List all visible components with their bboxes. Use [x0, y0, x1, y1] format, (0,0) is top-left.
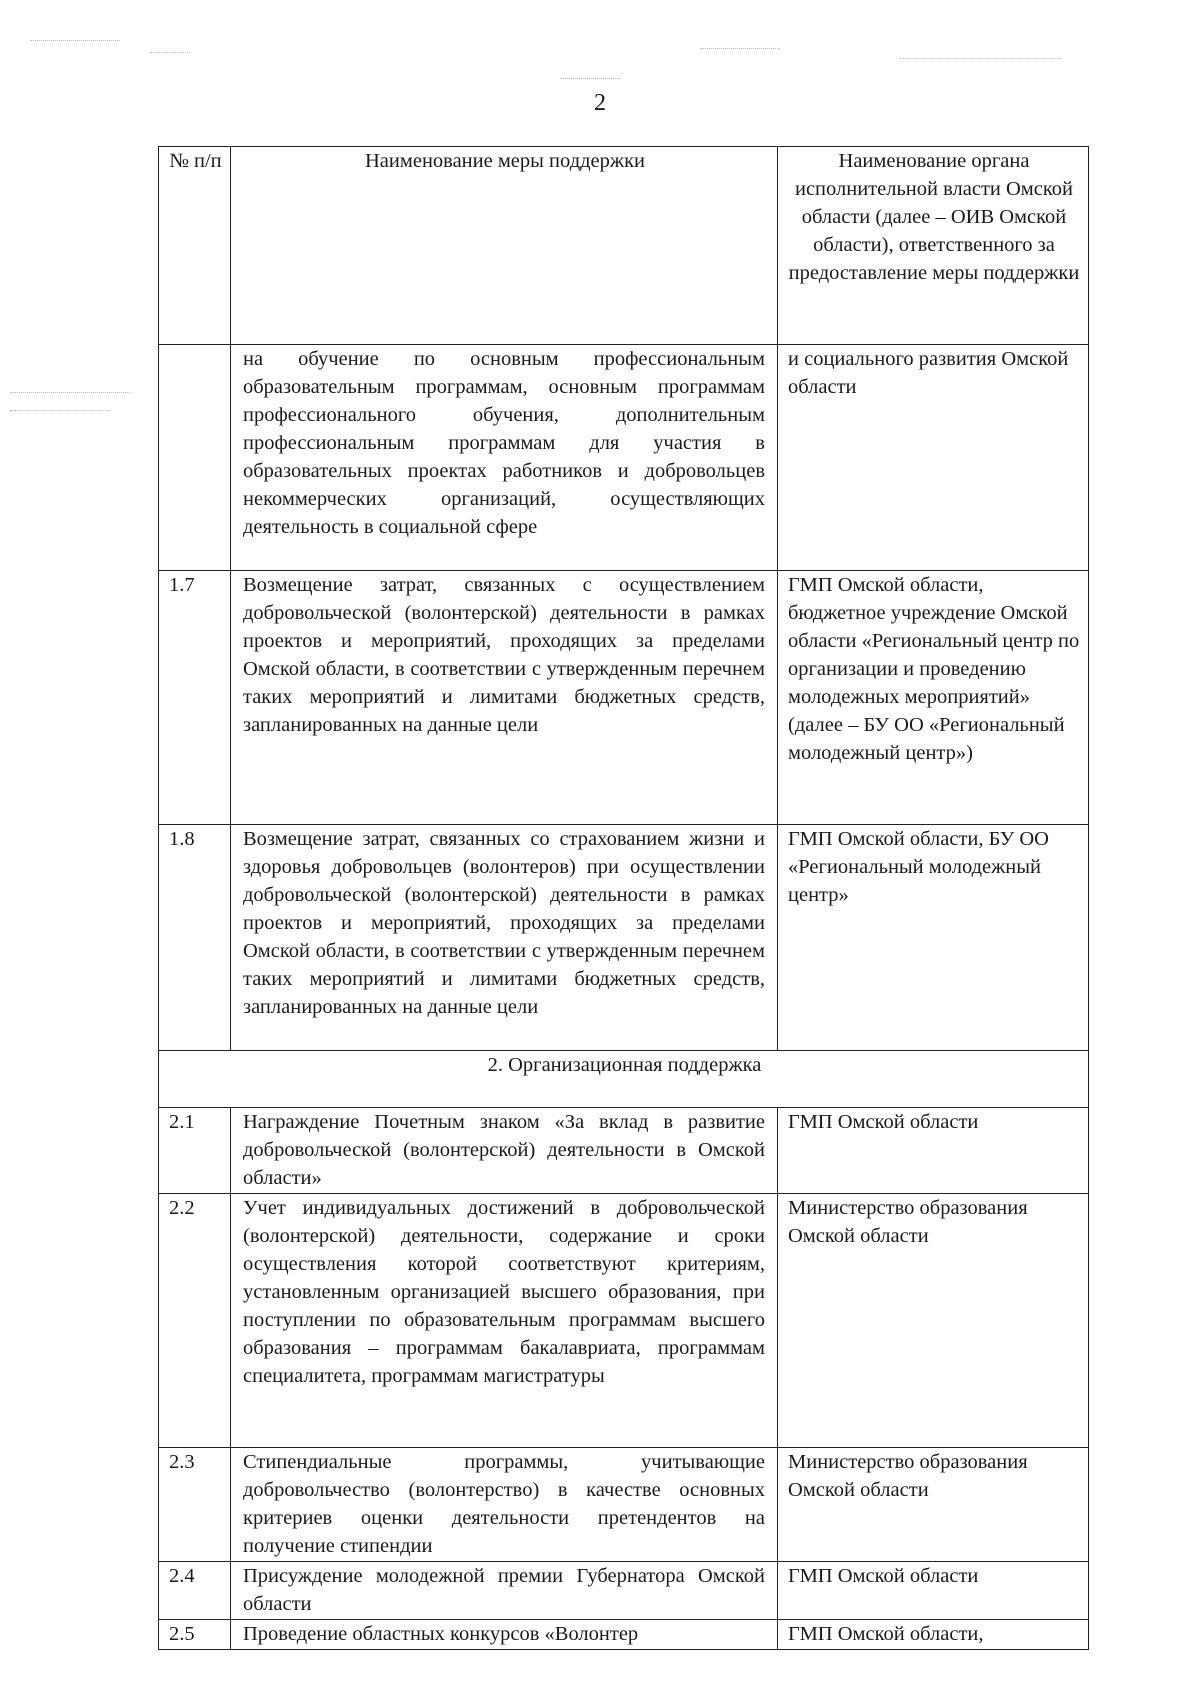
row-measure-name: Награждение Почетным знаком «За вклад в развитие добровольческой (волонтерской) деятельности в Омской области»: [231, 1108, 778, 1194]
scan-artifact: [700, 48, 780, 50]
header-responsible-body: Наименование органа исполнительной власти Омской области (далее – ОИВ Омской области), ответственного за предоставление меры поддержки: [778, 147, 1089, 345]
table-row: [159, 345, 1089, 571]
row-measure-name: Стипендиальные программы, учитывающие добровольчество (волонтерство) в качестве основных критериев оценки деятельности претендентов на получение стипендии: [231, 1448, 778, 1562]
section-heading: 2. Организационная поддержка: [159, 1051, 1089, 1108]
row-measure-name: на обучение по основным профессиональным образовательным программам, основным программам профессионального обучения, дополнительным профессиональным программам для участия в образовательных проектах работников и добровольцев некоммерческих организаций, осуществляющих деятельность в социальной сфере: [231, 345, 778, 571]
row-responsible-body: ГМП Омской области: [778, 1108, 1089, 1194]
row-number: [159, 345, 231, 571]
scan-artifact: [150, 52, 190, 54]
row-number: 2.5: [159, 1620, 231, 1650]
table-header-row: [159, 147, 1089, 345]
table-row: [159, 571, 1089, 825]
row-measure-name: Возмещение затрат, связанных со страхованием жизни и здоровья добровольцев (волонтеров) при осуществлении добровольческой (волонтерской) деятельности в рамках проектов и мероприятий, проходящих за пределами Омской области, в соответствии с утвержденным перечнем таких мероприятий и лимитами бюджетных средств, запланированных на данные цели: [231, 825, 778, 1051]
table-row: [159, 1108, 1089, 1194]
table-row: [159, 1194, 1089, 1448]
support-measures-table: [158, 146, 1089, 1650]
scan-artifact: [900, 58, 1060, 60]
table-row: [159, 1620, 1089, 1650]
row-number: 1.7: [159, 571, 231, 825]
row-responsible-body: ГМП Омской области,: [778, 1620, 1089, 1650]
row-responsible-body: ГМП Омской области: [778, 1562, 1089, 1620]
row-number: 2.3: [159, 1448, 231, 1562]
row-measure-name: Проведение областных конкурсов «Волонтер: [231, 1620, 778, 1650]
row-responsible-body: и социального развития Омской области: [778, 345, 1089, 571]
scan-artifact: [10, 392, 130, 394]
section-heading-row: [159, 1051, 1089, 1108]
row-responsible-body: ГМП Омской области, бюджетное учреждение Омской области «Региональный центр по организации и проведению молодежных мероприятий» (далее – БУ ОО «Региональный молодежный центр»): [778, 571, 1089, 825]
scan-artifact: [30, 40, 120, 42]
scan-artifact: [560, 78, 620, 80]
row-number: 1.8: [159, 825, 231, 1051]
table-row: [159, 1448, 1089, 1562]
row-measure-name: Учет индивидуальных достижений в добровольческой (волонтерской) деятельности, содержание и сроки осуществления которой соответствуют критериям, установленным организацией высшего образования, при поступлении по образовательным программам высшего образования – программам бакалавриата, программам специалитета, программам магистратуры: [231, 1194, 778, 1448]
row-number: 2.2: [159, 1194, 231, 1448]
row-measure-name: Возмещение затрат, связанных с осуществлением добровольческой (волонтерской) деятельности в рамках проектов и мероприятий, проходящих за пределами Омской области, в соответствии с утвержденным перечнем таких мероприятий и лимитами бюджетных средств, запланированных на данные цели: [231, 571, 778, 825]
table-row: [159, 1562, 1089, 1620]
table-row: [159, 825, 1089, 1051]
page-number: 2: [594, 90, 606, 116]
scan-artifact: [10, 410, 110, 412]
row-responsible-body: Министерство образования Омской области: [778, 1448, 1089, 1562]
row-measure-name: Присуждение молодежной премии Губернатора Омской области: [231, 1562, 778, 1620]
row-number: 2.4: [159, 1562, 231, 1620]
header-measure-name: Наименование меры поддержки: [231, 147, 778, 345]
row-number: 2.1: [159, 1108, 231, 1194]
row-responsible-body: ГМП Омской области, БУ ОО «Региональный молодежный центр»: [778, 825, 1089, 1051]
header-number: № п/п: [159, 147, 231, 345]
row-responsible-body: Министерство образования Омской области: [778, 1194, 1089, 1448]
